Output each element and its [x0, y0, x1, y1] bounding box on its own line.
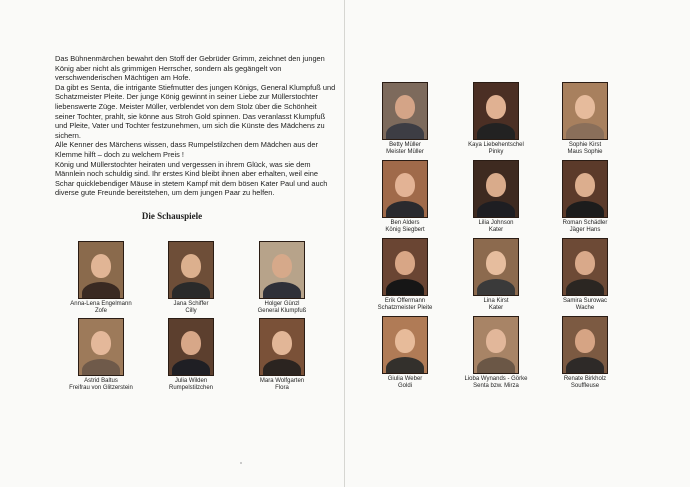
cast-role: General Klumpfuß	[257, 308, 307, 315]
cast-role: Maus Sophie	[567, 149, 603, 156]
cast-card	[237, 241, 327, 316]
cast-role: Cilly	[185, 308, 197, 315]
cast-photo	[259, 318, 305, 376]
cast-photo	[562, 238, 608, 296]
cast-photo	[473, 82, 519, 140]
cast-name: Lilia Johnson	[478, 220, 514, 226]
cast-card	[360, 238, 450, 313]
cast-photo	[473, 238, 519, 296]
cast-card	[360, 316, 450, 391]
cast-role: Freifrau von Glitzerstein	[69, 385, 133, 392]
cast-name: Holger Günzl	[264, 301, 300, 307]
cast-photo	[78, 241, 124, 299]
cast-role: Goldi	[397, 383, 412, 390]
cast-photo	[259, 241, 305, 299]
cast-card	[146, 318, 236, 393]
cast-card	[146, 241, 236, 316]
cast-photo	[382, 316, 428, 374]
intro-paragraph: Da gibt es Senta, die intrigante Stiefmutter des jungen Königs, General Klumpfuß und Schatzmeister Pleite. Der junge König gewinnt in seiner Liebe zur Müllerstochter liebenswerte Züge. Meister Müller, verblendet von dem Stolz über die Schönheit seiner Tochter, prahlt, sie könne aus Stroh Gold spinnen. Das veranlasst Klumpfuß und Pleite, Vater und Tochter festzunehmen, um sich die Künste des Mädchens zu sichern.	[55, 82, 336, 140]
cast-name: Mara Wolfgarten	[259, 378, 305, 384]
cast-name: Anna-Lena Engelmann	[70, 301, 132, 307]
cast-card	[451, 82, 541, 157]
right-page	[345, 0, 690, 487]
cast-name: Ben Alders	[390, 220, 420, 226]
cast-name: Astrid Baltus	[84, 378, 118, 384]
cast-name: Renate Birkholz	[563, 376, 607, 382]
cast-role: Schatzmeister Pleite	[377, 305, 433, 312]
cast-name: Betty Müller	[389, 142, 421, 148]
cast-section-title: Die Schauspiele	[141, 211, 203, 221]
cast-name: Julia Wilden	[174, 378, 208, 384]
cast-role: Kater	[488, 305, 504, 312]
cast-photo	[473, 160, 519, 218]
cast-role: Wache	[575, 305, 595, 312]
cast-card	[540, 82, 630, 157]
cast-card	[360, 82, 450, 157]
cast-card	[451, 238, 541, 313]
cast-name: Giulia Weber	[387, 376, 423, 382]
cast-card	[56, 241, 146, 316]
cast-photo	[168, 318, 214, 376]
cast-role: Kater	[488, 227, 504, 234]
cast-name: Roman Schädler	[562, 220, 608, 226]
cast-role: Jäger Hans	[569, 227, 601, 234]
cast-card	[540, 316, 630, 391]
cast-role: Souffleuse	[570, 383, 600, 390]
cast-photo	[562, 316, 608, 374]
left-page	[0, 0, 344, 487]
intro-text	[55, 54, 337, 198]
scan-speck	[240, 462, 242, 464]
cast-name: Samira Surowac	[562, 298, 607, 304]
cast-name: Lioba Wynands - Görke	[464, 376, 528, 382]
cast-photo	[382, 160, 428, 218]
cast-card	[237, 318, 327, 393]
cast-role: Rumpelstilzchen	[168, 385, 214, 392]
cast-role: Meister Müller	[386, 149, 424, 156]
cast-card	[540, 160, 630, 235]
intro-paragraph: Das Bühnenmärchen bewahrt den Stoff der Gebrüder Grimm, zeichnet den jungen König aber nicht als grimmigen Herrscher, sondern als gegängelt von verschwenderischen Mächtigen am Hofe.	[55, 54, 325, 83]
cast-name: Lina Kirst	[483, 298, 509, 304]
cast-photo	[562, 160, 608, 218]
cast-photo	[78, 318, 124, 376]
intro-paragraph: König und Müllerstochter heiraten und vergessen in ihrem Glück, was sie dem Männlein noch schuldig sind. Ihr erstes Kind bleibt ihnen aber erhalten, weil eine Schar quicklebendiger Mäuse in stetem Kampf mit dem bösen Kater Paul und auch diverse gute Freunde bereitstehen, um dem jungen Paar zu helfen.	[55, 159, 328, 198]
cast-name: Jana Schiffer	[173, 301, 209, 307]
cast-role: König Siegbert	[385, 227, 425, 234]
cast-card	[360, 160, 450, 235]
cast-role: Flora	[275, 385, 289, 392]
cast-card	[451, 160, 541, 235]
intro-paragraph: Alle Kenner des Märchens wissen, dass Rumpelstilzchen dem Mädchen aus der Klemme hilft – doch zu welchem Preis !	[55, 140, 318, 159]
cast-card	[56, 318, 146, 393]
cast-card	[540, 238, 630, 313]
cast-name: Erik Offermann	[384, 298, 426, 304]
cast-photo	[562, 82, 608, 140]
cast-name: Kaya Liebehentschel	[468, 142, 524, 148]
cast-photo	[382, 82, 428, 140]
cast-photo	[382, 238, 428, 296]
cast-photo	[473, 316, 519, 374]
cast-name: Sophie Kirst	[568, 142, 602, 148]
cast-photo	[168, 241, 214, 299]
cast-card	[451, 316, 541, 391]
cast-role: Pinky	[488, 149, 504, 156]
cast-role: Senta bzw. Mirza	[473, 383, 519, 390]
cast-role: Zofe	[94, 308, 107, 315]
